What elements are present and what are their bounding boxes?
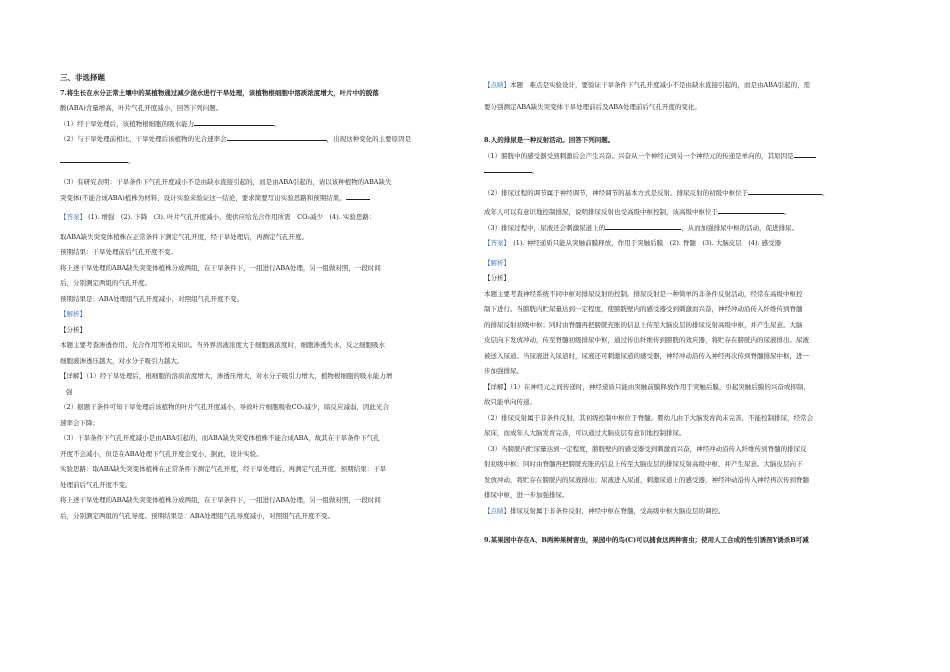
xiangjie-line3: （3）干旱条件下气孔开度减小是由ABA引起的，而ABA缺失突变体植株不能合成ABA，故其在干旱条件下气孔 bbox=[60, 434, 380, 442]
q8-stem: 8.人的排尿是一种反射活动。回答下列问题。 bbox=[484, 136, 615, 144]
q9-stem: 9.某果园中存在A、B两种果树害虫，果园中的鸟(C)可以捕食这两种害虫；使用人工合成的性引诱剂Y诱杀B可减 bbox=[484, 536, 809, 544]
jiexi-tag-right: 【解析】 bbox=[484, 258, 510, 267]
answer-blank bbox=[794, 149, 816, 158]
dianjing2-line: 【点睛】排尿反射属于非条件反射，神经中枢在脊髓，受高级中枢大脑皮层的调控。 bbox=[484, 506, 725, 515]
answer-blank bbox=[346, 191, 370, 200]
fx-line6: 步加强排尿。 bbox=[484, 367, 523, 375]
q7-stem-line1: 7.将生长在水分正常土壤中的某植物通过减少浇水进行干旱处理，该植物根细胞中溶质浓度增大，叶片中的脱落 bbox=[60, 88, 379, 97]
q8-answer: 【答案】 (1). 神经递质只能从突触前膜释放，作用于突触后膜 (2). 脊髓 (3). 大脑皮层 (4). 感受器 bbox=[484, 239, 782, 247]
left-column bbox=[60, 0, 472, 524]
answer-line5: 后，分别测定两组的气孔开度。 bbox=[60, 279, 151, 287]
section-title: 三、非选择题 bbox=[60, 73, 105, 82]
xiangjie-line5b: 后，分别测定两组的气孔导度。预期结果是：ABA处理组气孔导度减小，对照组气孔开度不变。 bbox=[60, 511, 335, 520]
answer-line3: 预期结果：干旱处理前后气孔开度不变。 bbox=[60, 248, 177, 256]
xj-right-line2: （2）排尿反射属于非条件反射，其初级控制中枢位于脊髓。婴幼儿由于大脑发育尚未完善，不能控制排尿，经常会 bbox=[484, 413, 814, 422]
fenxi-tag: 【分析】 bbox=[60, 325, 86, 334]
answer-blank bbox=[60, 154, 128, 163]
fenxi-line1: 本题主要考查渗透作用、光合作用等相关知识。当外界溶液浓度大于细胞液浓度时，细胞渗透失水，反之细胞吸水 bbox=[60, 341, 385, 349]
answer-line2: 取ABA缺失突变体植株在正常条件下测定气孔开度，经干旱处理后，再测定气孔开度。 bbox=[60, 232, 309, 241]
xiangjie-line4b: 处理前后气孔开度不变。 bbox=[60, 480, 132, 489]
xiangjie-line5: 将上述干旱处理的ABA缺失突变体植株分成两组，在干旱条件下，一组进行ABA处理，另一组做对照，一段时间 bbox=[60, 496, 381, 504]
answer-line4: 将上述干旱处理的ABA缺失突变体植株分成两组，在干旱条件下，一组进行ABA处理，另一组做对照，一段时间 bbox=[60, 263, 381, 272]
xj-right-line1: 【详解】（1）在神经元之间传递时，神经递质只能由突触前膜释放作用于突触后膜，引起突触后膜的兴奋或抑制， bbox=[484, 382, 810, 391]
xiangjie-line2b: 速率会下降； bbox=[60, 418, 99, 427]
answer-blank bbox=[484, 164, 532, 173]
fx-line5: 被送入尿道。当尿液进入尿道时，尿液还可刺激尿道的感受器，神经冲动沿传入神经再次传到脊髓排尿中枢，进一 bbox=[484, 351, 809, 360]
dianjing-line2: 要分别测定ABA缺失突变体干旱处理前后及ABA处理前后气孔开度的变化。 bbox=[484, 102, 701, 111]
q7-sub2: （2）与干旱处理前相比，干旱处理后该植物的光合速率会 ，出现这种变化的主要原因是 bbox=[60, 132, 472, 148]
q8-sub2a: （2）排尿过程的调节属于神经调节，神经调节的基本方式是反射。排尿反射的初级中枢位于 。 bbox=[484, 186, 896, 202]
answer-blank bbox=[748, 186, 822, 195]
jiexi-tag: 【解析】 bbox=[60, 310, 86, 318]
fenxi-tag-right: 【分析】 bbox=[484, 274, 510, 282]
q7-sub3-line2: 突变体(不能合成ABA)植株为材料，设计实验来验证这一结论，要求简要写出实验思路和预期结果。 bbox=[60, 191, 472, 207]
answer-blank bbox=[605, 221, 681, 230]
q8-sub1: （1）膀胱中的感受器受到刺激后会产生兴奋。兴奋从一个神经元到另一个神经元的传递是单向的，其原因是 bbox=[484, 149, 896, 165]
xj-right-line3d: 排尿中枢，进一步加强排尿。 bbox=[484, 491, 569, 499]
right-column bbox=[484, 0, 896, 549]
q7-sub2-blank-line: 。 bbox=[60, 154, 472, 170]
answer-line6: 预期结果是：ABA处理组气孔开度减小，对照组气孔开度不变。 bbox=[60, 294, 244, 303]
answer-blank bbox=[194, 117, 274, 126]
xj-right-line1b: 故只能单向传递。 bbox=[484, 398, 536, 406]
answer-line1: 【答案】 (1). 增强 (2). 下降 (3). 叶片气孔开度减小，使供应给光合作用所需 CO₂减少 (4). 实验思路： bbox=[60, 213, 376, 221]
q7-stem-line2: 酸(ABA)含量增高，叶片气孔开度减小，回答下列问题。 bbox=[60, 104, 223, 112]
fx-line1: 本题主要考查神经系统不同中枢对排尿反射的控制。排尿反射是一种简单的非条件反射活动，经常在高级中枢控 bbox=[484, 289, 803, 298]
xj-right-line3: （3）当膀胱内贮尿量达到一定程度，膀胱壁内的感受器受到刺激而兴奋，神经冲动沿传入纤维传到脊髓的排尿反 bbox=[484, 444, 807, 453]
xj-right-line3b: 射初级中枢；同时由脊髓再把膀胱充胀的信息上传至大脑皮层的排尿反射高级中枢，并产生尿意。大脑皮层向下 bbox=[484, 460, 803, 468]
fx-line2: 制下进行。当膀胱内贮尿量达到一定程度，使膀胱壁内的感受器受到刺激而兴奋，神经冲动沿传入纤维传到脊髓 bbox=[484, 305, 803, 313]
xj-right-line2b: 尿床，而成年人大脑发育完善，可以通过大脑皮层有意识地控制排尿。 bbox=[484, 429, 686, 437]
q7-sub3-line1: （3）有研究表明：干旱条件下气孔开度减小不是由缺水直接引起的，而是由ABA引起的，请以该种植物的ABA缺失 bbox=[60, 178, 392, 186]
answer-blank bbox=[718, 205, 784, 214]
fenxi-line2: 细胞液渗透压越大，对水分子吸引力越大。 bbox=[60, 356, 184, 365]
xiangjie-line4: 实验思路：取ABA缺失突变体植株在正常条件下测定气孔开度，经干旱处理后，再测定气孔开度。预期结果：干旱 bbox=[60, 465, 387, 473]
q8-sub1-blank-line: 。 bbox=[484, 164, 896, 180]
dianjing-line1: 【点睛】本题 难点是实验设计，要验证干旱条件下气孔开度减小不是由缺水直接引起的，而是由ABA引起的，需 bbox=[484, 81, 811, 89]
q7-sub1: （1）经干旱处理后，该植物根细胞的吸水能力 。 bbox=[60, 117, 472, 133]
xiangjie-line2: （2）据题干条件可知干旱处理后该植物的叶片气孔开度减小，导致叶片细胞吸收CO₂减少，暗反应减弱，因此光合 bbox=[60, 403, 390, 411]
xiangjie-line1b: 强 bbox=[66, 387, 73, 396]
fx-line4: 皮层向下发放冲动，传至脊髓初级排尿中枢，通过传出纤维传到膀胱的效应器，将贮存在膀胱内的尿液排出。尿液 bbox=[484, 336, 809, 344]
q8-sub2b: 成年人可以有意识地控制排尿，说明排尿反射也受高级中枢控制，该高级中枢位于 。 bbox=[484, 205, 896, 221]
xiangjie-line3b: 开度不会减小，但是在ABA处理下气孔开度会变小，据此，设计实验。 bbox=[60, 449, 263, 458]
fx-line3: 的排尿反射初级中枢；同时由脊髓再把膀胱充胀的信息上传至大脑皮层的排尿反射高级中枢，并产生尿意。大脑 bbox=[484, 320, 803, 329]
q8-sub3: （3）排尿过程中，尿液还会刺激尿道上的 ，从而加强排尿中枢的活动，促进排尿。 bbox=[484, 221, 896, 237]
answer-blank bbox=[227, 132, 327, 141]
xiangjie-line1: 【详解】（1）经干旱处理后，根细胞的溶质浓度增大，渗透压增大，对水分子吸引力增大，植物根细胞的吸水能力增 bbox=[60, 372, 393, 380]
xj-right-line3c: 发放冲动，将贮存在膀胱内的尿液排出；尿液进入尿道，刺激尿道上的感受器，神经冲动沿传入神经再次传到脊髓 bbox=[484, 475, 809, 484]
